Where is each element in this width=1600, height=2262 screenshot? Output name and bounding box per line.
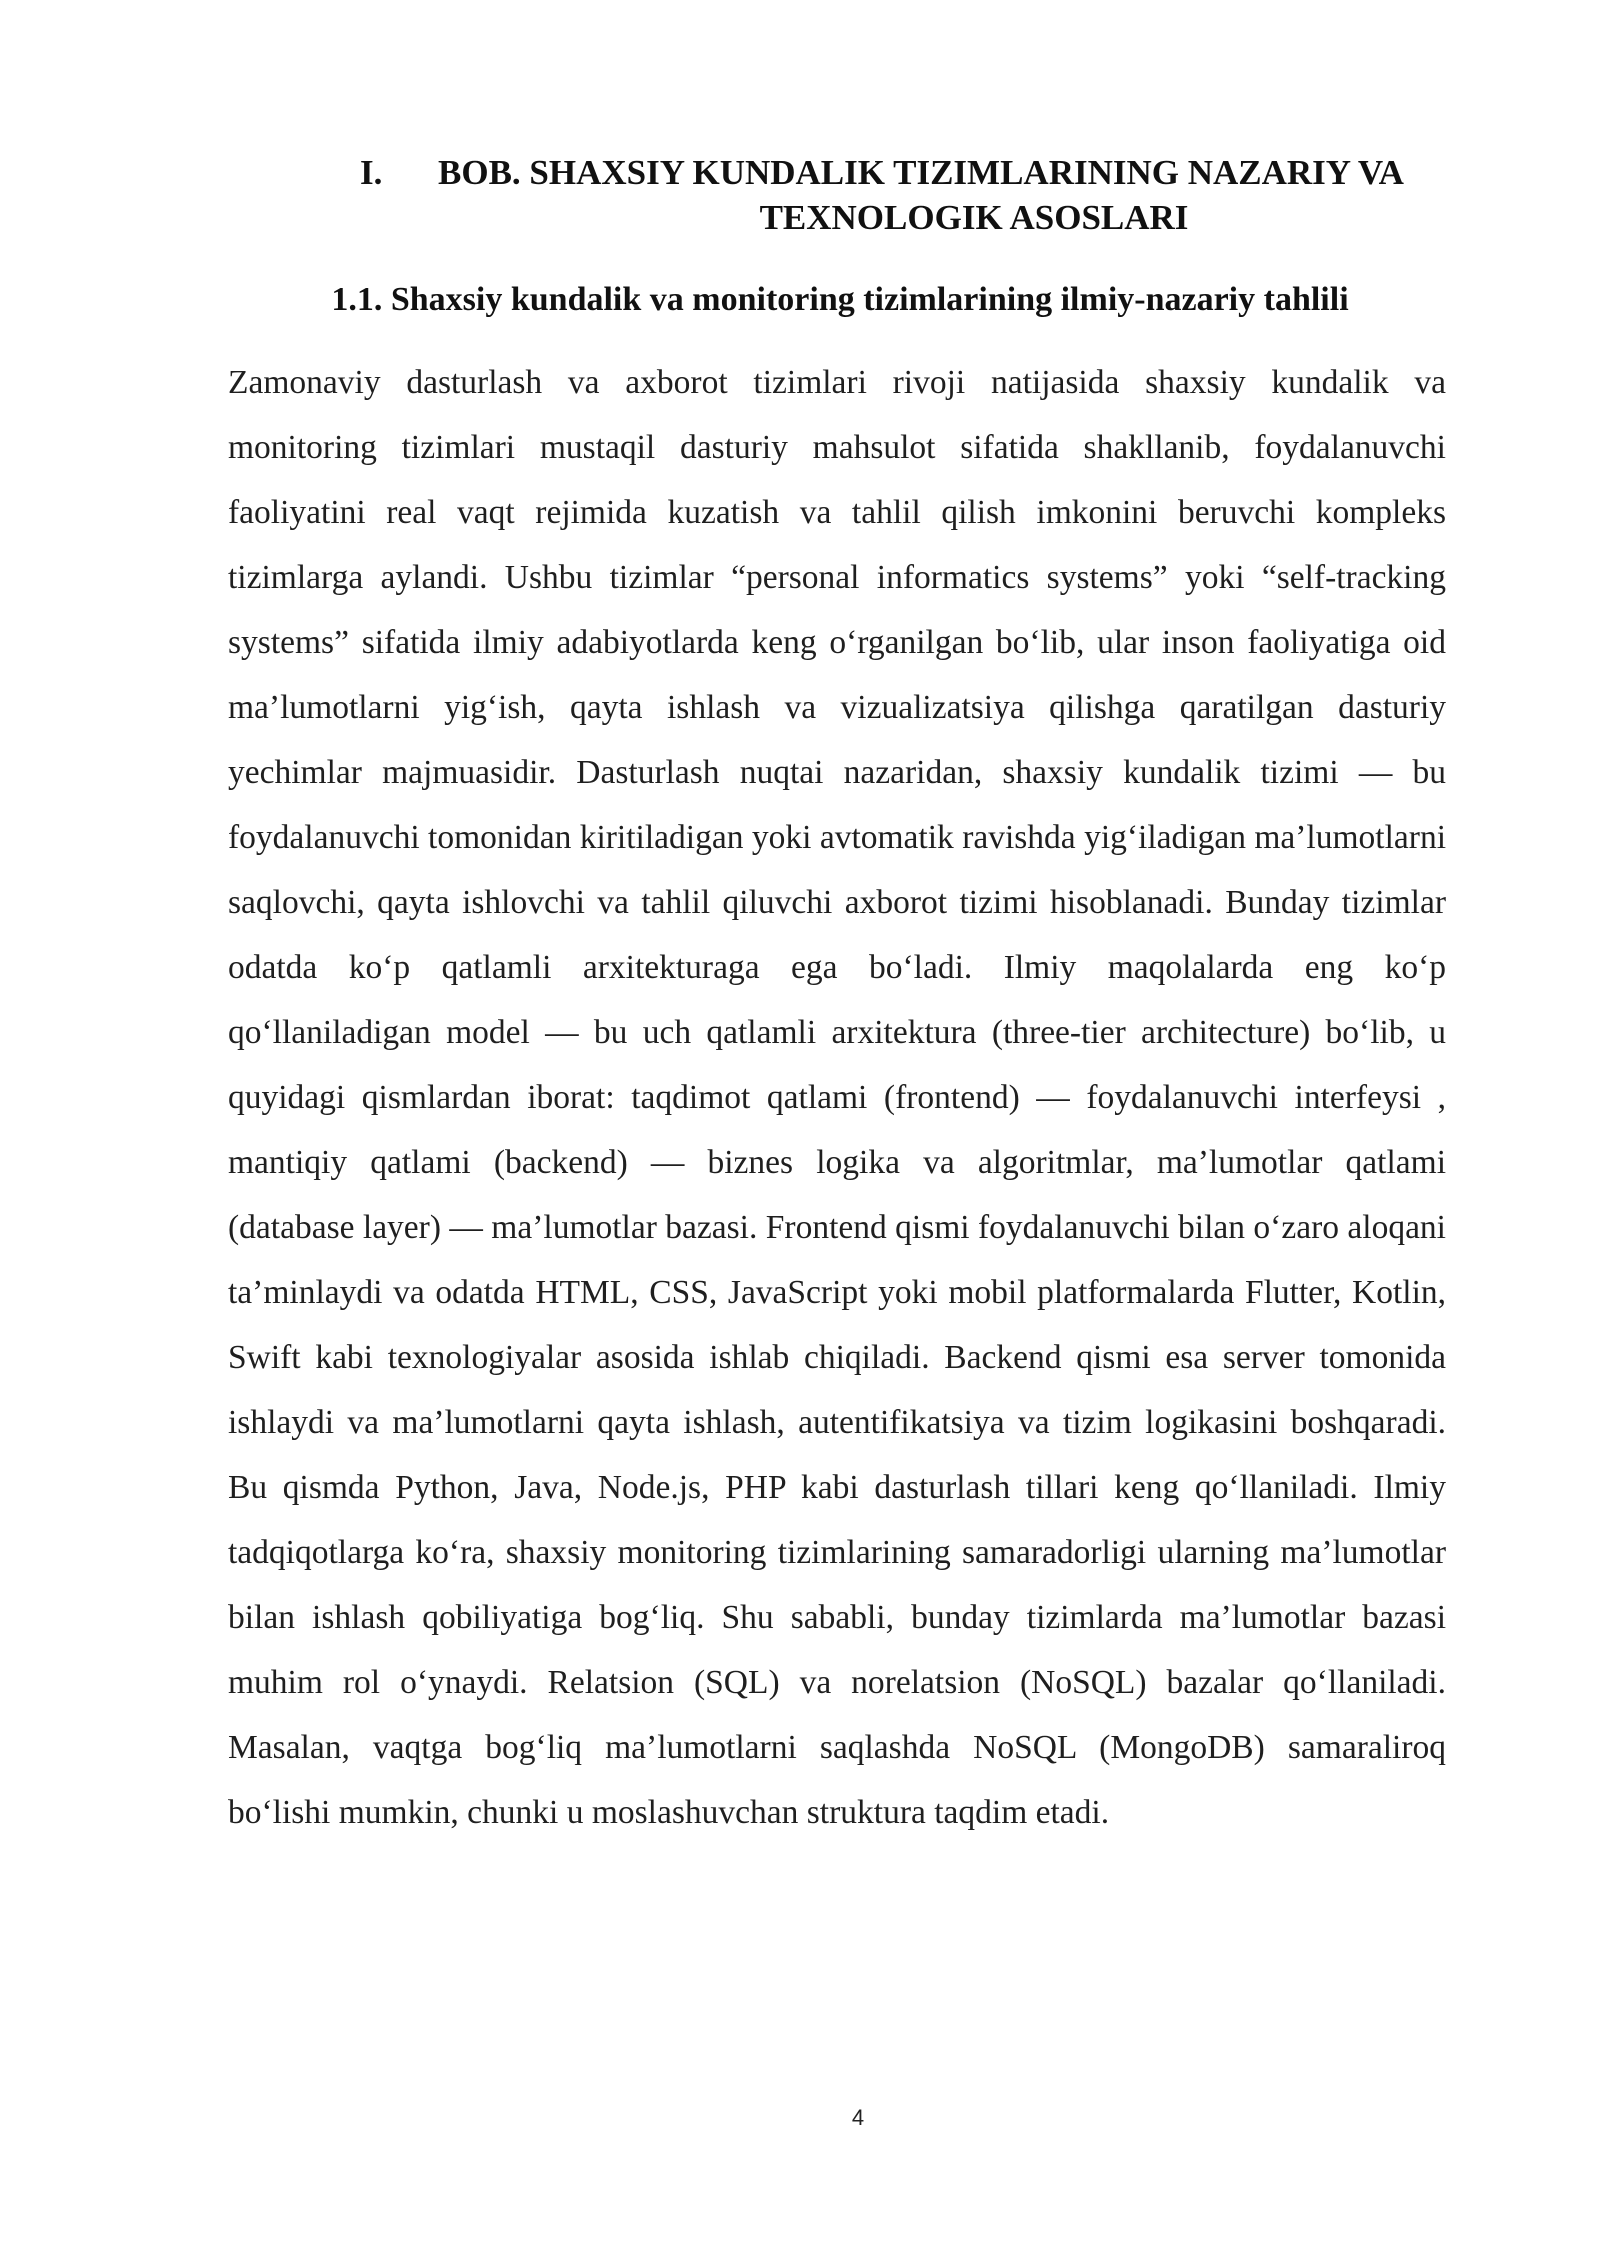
chapter-heading-line1 bbox=[360, 150, 1510, 195]
page-number: 4 bbox=[851, 2105, 865, 2130]
chapter-number: I. bbox=[360, 153, 383, 192]
chapter-title-line2: TEXNOLOGIK ASOSLARI bbox=[759, 198, 1189, 237]
section-heading: 1.1. Shaxsiy kundalik va monitoring tizimlarining ilmiy-nazariy tahlili bbox=[331, 281, 1349, 318]
chapter-title-line1: BOB. SHAXSIY KUNDALIK TIZIMLARINING NAZARIY VA bbox=[438, 153, 1404, 192]
chapter-heading bbox=[360, 150, 1510, 240]
body-paragraph: Zamonaviy dasturlash va axborot tizimlari rivoji natijasida shaxsiy kundalik va monitoring tizimlari mustaqil dasturiy mahsulot sifatida shakllanib, foydalanuvchi faoliyatini real vaqt rejimida kuzatish va tahlil qilish imkonini beruvchi kompleks tizimlarga aylandi. Ushbu tizimlar “personal informatics systems” yoki “self-tracking systems” sifatida ilmiy adabiyotlarda keng o‘rganilgan bo‘lib, ular inson faoliyatiga oid ma’lumotlarni yig‘ish, qayta ishlash va vizualizatsiya qilishga qaratilgan dasturiy yechimlar majmuasidir. Dasturlash nuqtai nazaridan, shaxsiy kundalik tizimi — bu foydalanuvchi tomonidan kiritiladigan yoki avtomatik ravishda yig‘iladigan ma’lumotlarni saqlovchi, qayta ishlovchi va tahlil qiluvchi axborot tizimi hisoblanadi. Bunday tizimlar odatda ko‘p qatlamli arxitekturaga ega bo‘ladi. Ilmiy maqolalarda eng ko‘p qo‘llaniladigan model — bu uch qatlamli arxitektura (three-tier architecture) bo‘lib, u quyidagi qismlardan iborat: taqdimot qatlami (frontend) — foydalanuvchi interfeysi , mantiqiy qatlami (backend) — biznes logika va algoritmlar, ma’lumotlar qatlami (database layer) — ma’lumotlar bazasi. Frontend qismi foydalanuvchi bilan o‘zaro aloqani ta’minlaydi va odatda HTML, CSS, JavaScript yoki mobil platformalarda Flutter, Kotlin, Swift kabi texnologiyalar asosida ishlab chiqiladi. Backend qismi esa server tomonida ishlaydi va ma’lumotlarni qayta ishlash, autentifikatsiya va tizim logikasini boshqaradi. Bu qismda Python, Java, Node.js, PHP kabi dasturlash tillari keng qo‘llaniladi. Ilmiy tadqiqotlarga ko‘ra, shaxsiy monitoring tizimlarining samaradorligi ularning ma’lumotlar bilan ishlash qobiliyatiga bog‘liq. Shu sababli, bunday tizimlarda ma’lumotlar bazasi muhim rol o‘ynaydi. Relatsion (SQL) va norelatsion (NoSQL) bazalar qo‘llaniladi. Masalan, vaqtga bog‘liq ma’lumotlarni saqlashda NoSQL (MongoDB) samaraliroq bo‘lishi mumkin, chunki u moslashuvchan struktura taqdim etadi. bbox=[228, 364, 1446, 1831]
